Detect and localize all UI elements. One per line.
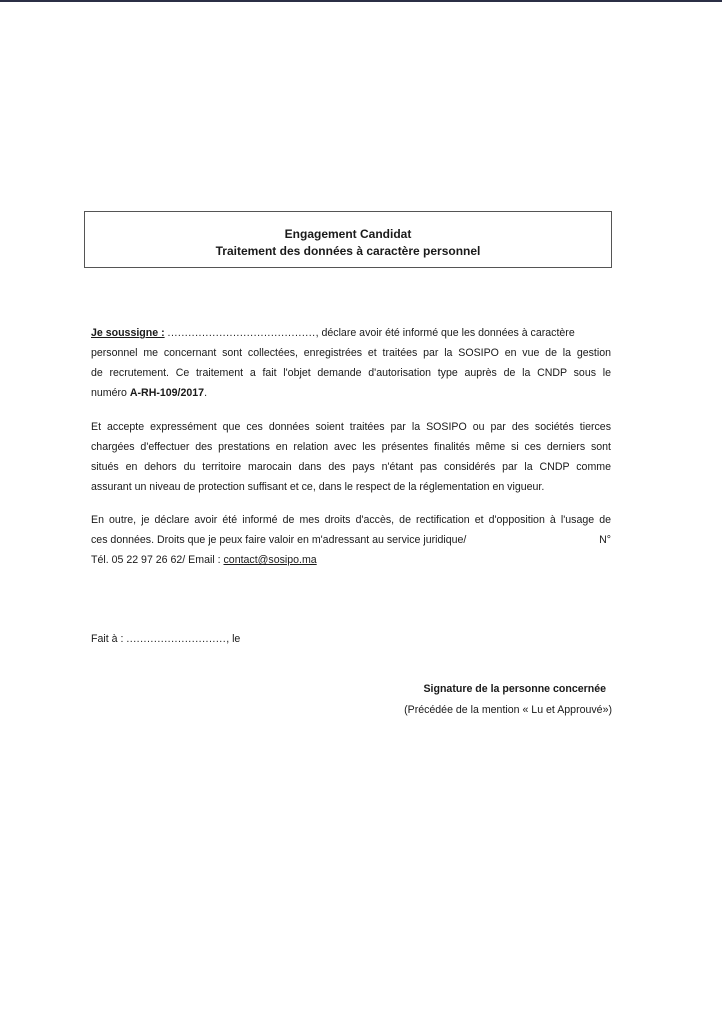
paragraph-line: numéro A-RH-109/2017. — [91, 387, 208, 399]
lead-label: Je soussigne : — [91, 327, 165, 339]
email-link[interactable]: contact@sosipo.ma — [223, 554, 317, 566]
name-blank: ........................................... — [167, 327, 316, 339]
paragraph-line: personnel me concernant sont collectées, enregistrées et traitées par la SOSIPO en vue de la gestion — [91, 347, 611, 359]
paragraph-line: En outre, je déclare avoir été informé de mes droits d'accès, de rectification et d'opposition à l'usage de — [91, 514, 611, 526]
paragraph-consent — [91, 417, 611, 497]
paragraph-line: Je soussigne : ..........................................., déclare avoir été informé que les données à caractère — [91, 327, 575, 339]
signature-title: Signature de la personne concernée — [423, 683, 606, 695]
document-title: Engagement Candidat — [284, 227, 412, 241]
authorization-number: A-RH-109/2017 — [129, 387, 205, 399]
document-subtitle: Traitement des données à caractère personnel — [215, 244, 481, 258]
paragraph-declaration — [91, 323, 611, 403]
paragraph-line: chargées d'effectuer des prestations en relation avec les présentes finalités même si ces derniers sont — [91, 441, 611, 453]
place-blank: ............................. — [126, 633, 227, 645]
paragraph-line: de recrutement. Ce traitement a fait l'objet demande d'autorisation type auprès de la CNDP sous le — [91, 367, 611, 379]
paragraph-line: assurant un niveau de protection suffisant et ce, dans le respect de la réglementation en vigueur. — [91, 481, 545, 493]
title-box — [84, 211, 612, 268]
page-top-edge — [0, 0, 722, 2]
paragraph-line: ces données. Droits que je peux faire valoir en m'adressant au service juridique/ N° — [91, 530, 611, 550]
paragraph-rights — [91, 510, 611, 570]
signature-note: (Précédée de la mention « Lu et Approuvé») — [404, 704, 612, 716]
number-label: N° — [599, 534, 611, 546]
paragraph-line: Et accepte expressément que ces données soient traitées par la SOSIPO ou par des sociétés tierces — [91, 421, 611, 433]
place-date-line: Fait à : ............................., le — [91, 633, 241, 645]
paragraph-line: Tél. 05 22 97 26 62/ Email : contact@sosipo.ma — [91, 554, 317, 566]
paragraph-line: situés en dehors du territoire marocain dans des pays n'étant pas considérés par la CNDP comme — [91, 461, 611, 473]
